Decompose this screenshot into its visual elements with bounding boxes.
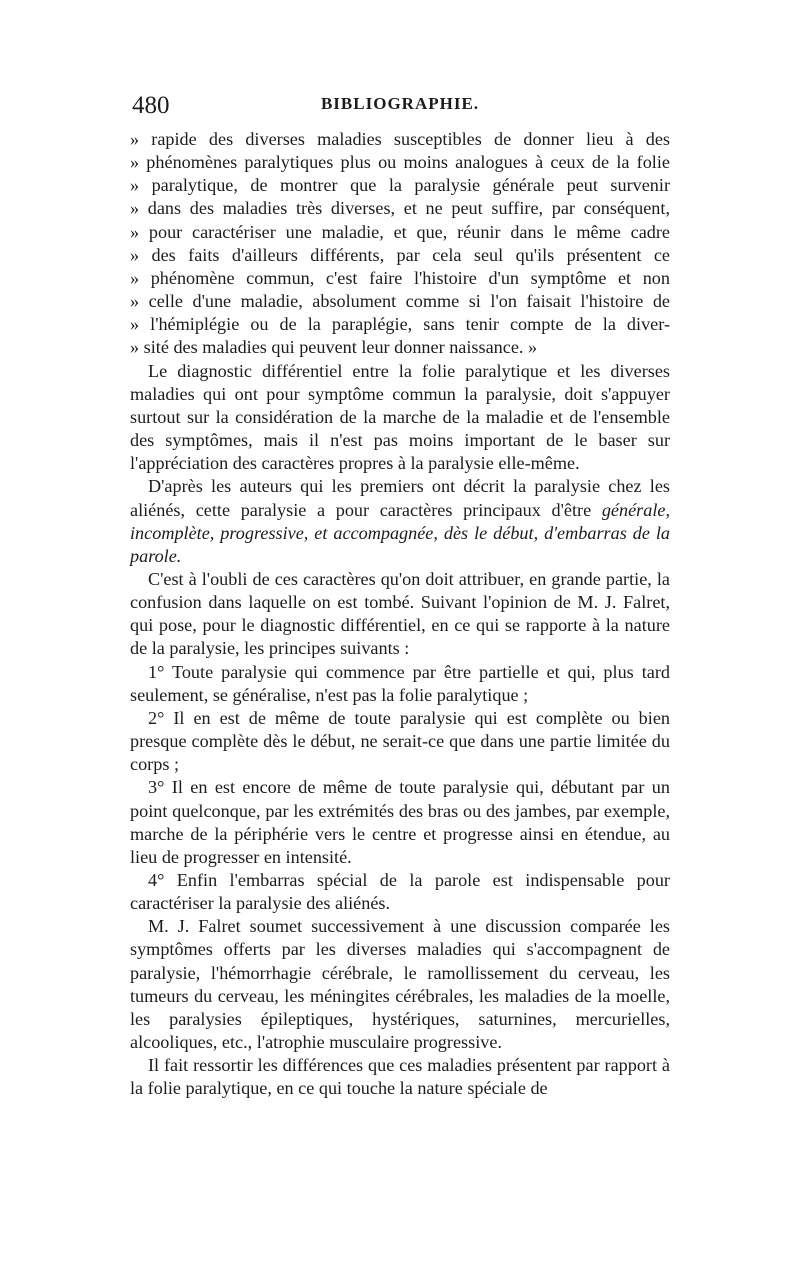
quote-line: » des faits d'ailleurs différents, par cela seul qu'ils présentent ce xyxy=(130,244,670,265)
quote-line: » sité des maladies qui peuvent leur donner naissance. » xyxy=(130,337,538,358)
quote-line: » pour caractériser une maladie, et que, réunir dans le même cadre xyxy=(130,221,670,242)
paragraph: C'est à l'oubli de ces caractères qu'on doit attribuer, en grande partie, la confusion dans laquelle on est tombé. Suivant l'opinion de M. J. Falret, qui pose, pour le diagnostic différentiel, en ce qui se rapporte à la nature de la paralysie, les principes suivants : xyxy=(130,568,670,659)
list-item: 4° Enfin l'embarras spécial de la parole est indispensable pour caractériser la paralysie des aliénés. xyxy=(130,870,670,914)
list-item: 2° Il en est de même de toute paralysie qui est complète ou bien presque complète dès le début, ne serait-ce que dans une partie limitée du corps ; xyxy=(130,707,670,775)
paragraph xyxy=(130,475,670,568)
quote-line: » dans des maladies très diverses, et ne peut suffire, par conséquent, xyxy=(130,198,670,219)
quote-line: » rapide des diverses maladies susceptibles de donner lieu à des xyxy=(130,129,670,149)
paragraph: Le diagnostic différentiel entre la folie paralytique et les diverses maladies qui ont pour symptôme commun la paralysie, doit s'appuyer surtout sur la considération de la marche de la maladie et de l'ensemble des symptômes, mais il n'est pas moins important de le baser sur l'appréciation des caractères propres à la paralysie elle-même. xyxy=(130,360,670,474)
quote-line: » phénomènes paralytiques plus ou moins analogues à ceux de la folie xyxy=(130,152,670,173)
page-body xyxy=(130,128,670,1101)
italic-text: générale, incomplète, progressive, et accompagnée, dès le début, d'embarras de la parole. xyxy=(130,499,670,566)
page-number: 480 xyxy=(132,92,170,119)
paragraph: Il fait ressortir les différences que ces maladies présentent par rapport à la folie paralytique, en ce qui touche la nature spéciale de xyxy=(130,1055,670,1099)
quote-line: » paralytique, de montrer que la paralysie générale peut survenir xyxy=(130,175,670,196)
quote-line: » l'hémiplégie ou de la paraplégie, sans tenir compte de la diver- xyxy=(130,314,670,335)
running-head: BIBLIOGRAPHIE. xyxy=(320,94,480,113)
page-header xyxy=(130,92,670,128)
paragraph: M. J. Falret soumet successivement à une discussion comparée les symptômes offerts par les diverses maladies qui s'accompagnent de paralysie, l'hémorrhagie cérébrale, le ramollissement du cerveau, les tumeurs du cerveau, les méningites cérébrales, les maladies de la moelle, les paralysies épileptiques, hystériques, saturnines, mercurielles, alcooliques, etc., l'atrophie musculaire progressive. xyxy=(130,916,670,1053)
quotation-block xyxy=(130,128,670,360)
quote-line: » celle d'une maladie, absolument comme si l'on faisait l'histoire de xyxy=(130,291,670,312)
list-item: 1° Toute paralysie qui commence par être partielle et qui, plus tard seulement, se généralise, n'est pas la folie paralytique ; xyxy=(130,661,670,705)
quote-line: » phénomène commun, c'est faire l'histoire d'un symptôme et non xyxy=(130,267,670,288)
list-item: 3° Il en est encore de même de toute paralysie qui, débutant par un point quelconque, par les extrémités des bras ou des jambes, par exemple, marche de la périphérie vers le centre et progresse ainsi en étendue, au lieu de progresser en intensité. xyxy=(130,777,670,867)
paragraph-text: D'après les auteurs qui les premiers ont décrit la paralysie chez les aliénés, cette paralysie a pour caractères principaux d'être xyxy=(130,476,670,520)
